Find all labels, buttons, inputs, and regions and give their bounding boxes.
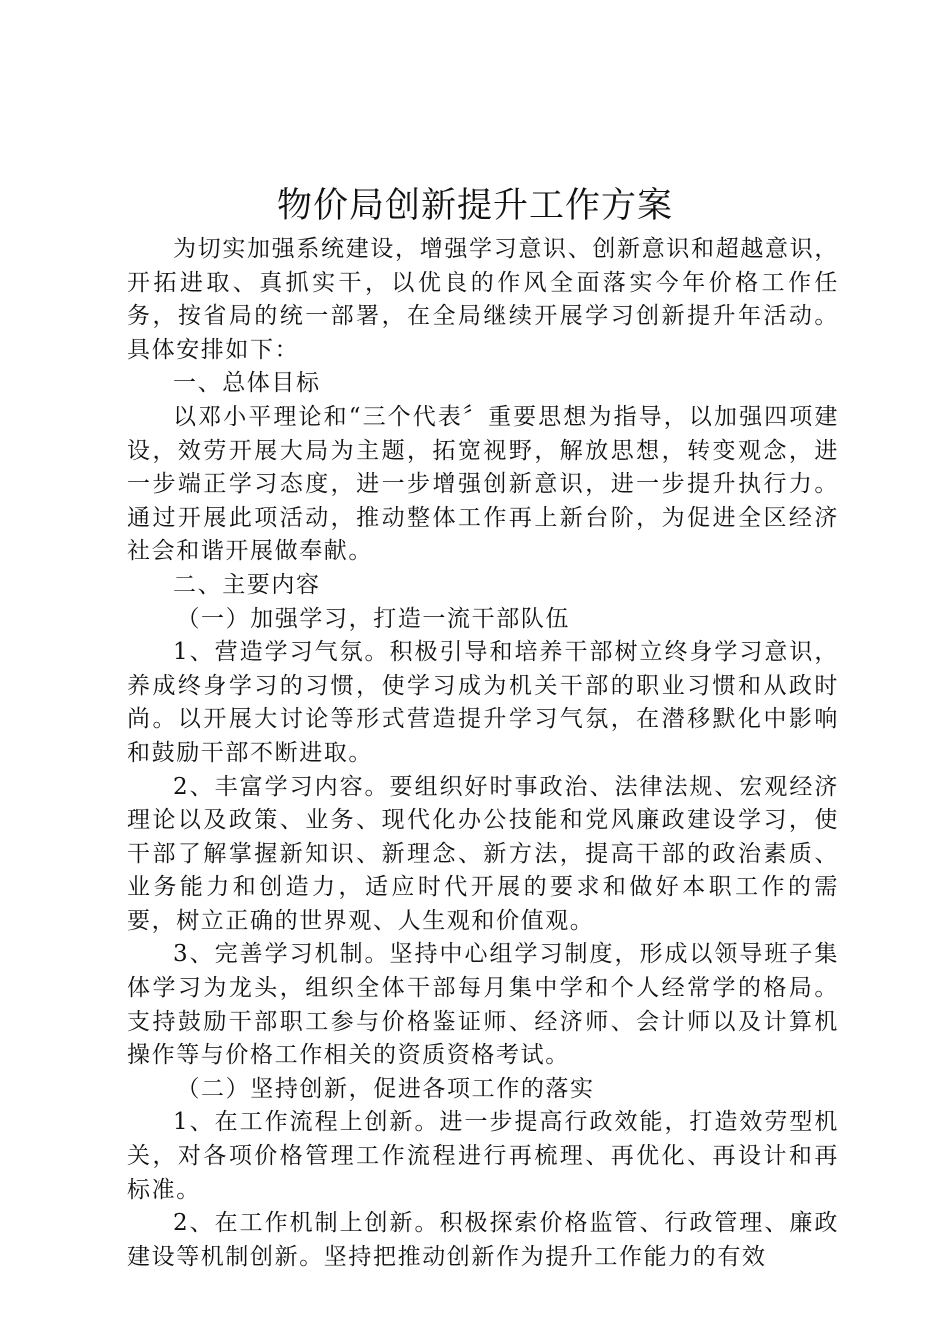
study-item-3: 3、完善学习机制。坚持中心组学习制度，形成以领导班子集体学习为龙头，组织全体干部每月集中学和个人经常学的格局。支持鼓励干部职工参与价格鉴证师、经济师、会计师以及计算机操作等与价格工作相关的资质资格考试。 [127, 941, 839, 1069]
innovation-item-2: 2、在工作机制上创新。积极探索价格监管、行政管理、廉政建设等机制创新。坚持把推动创新作为提升工作能力的有效 [127, 1210, 839, 1270]
document-body [127, 233, 839, 1274]
subsection-heading-study: （一）加强学习，打造一流干部队伍 [176, 605, 571, 632]
study-item-2: 2、丰富学习内容。要组织好时事政治、法律法规、宏观经济理论以及政策、业务、现代化办公技能和党风廉政建设学习，使干部了解掌握新知识、新理念、新方法，提高干部的政治素质、业务能力和创造力，适应时代开展的要求和做好本职工作的需要，树立正确的世界观、人生观和价值观。 [127, 773, 839, 934]
subsection-heading-innovation: （二）坚持创新，促进各项工作的落实 [176, 1075, 595, 1102]
study-item-1: 1、营造学习气氛。积极引导和培养干部树立终身学习意识，养成终身学习的习惯，使学习成为机关干部的职业习惯和从政时尚。以开展大讨论等形式营造提升学习气氛，在潜移默化中影响和鼓励干部不断进取。 [127, 639, 839, 766]
document-title: 物价局创新提升工作方案 [276, 186, 673, 226]
goals-paragraph: 以邓小平理论和“三个代表〞重要思想为指导，以加强四项建设，效劳开展大局为主题，拓宽视野，解放思想，转变观念，进一步端正学习态度，进一步增强创新意识，进一步提升执行力。通过开展此项活动，推动整体工作再上新台阶，为促进全区经济社会和谐开展做奉献。 [127, 403, 839, 565]
intro-paragraph: 为切实加强系统建设，增强学习意识、创新意识和超越意识，开拓进取、真抓实干，以优良的作风全面落实今年价格工作任务，按省局的统一部署，在全局继续开展学习创新提升年活动。具体安排如下： [127, 236, 839, 363]
section-heading-content: 二、主要内容 [173, 571, 321, 598]
section-heading-goals: 一、总体目标 [173, 370, 321, 397]
innovation-item-1: 1、在工作流程上创新。进一步提高行政效能，打造效劳型机关，对各项价格管理工作流程进行再梳理、再优化、再设计和再标准。 [127, 1109, 839, 1203]
